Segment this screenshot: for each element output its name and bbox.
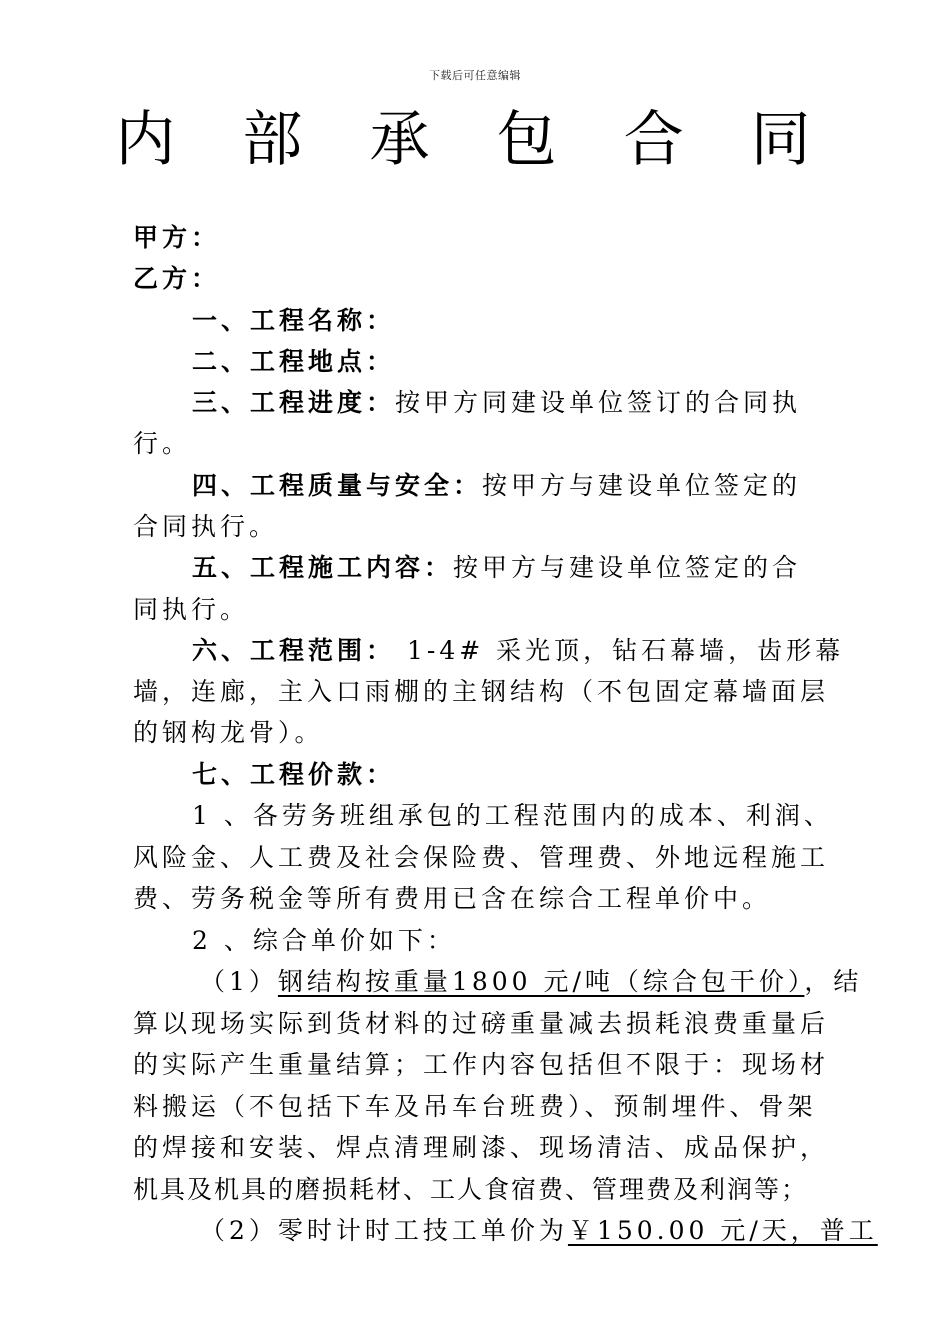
price-para-1: 1 、各劳务班组承包的工程范围内的成本、利润、	[192, 801, 833, 830]
schedule-label: 三、工程进度：	[192, 388, 396, 417]
scope-text: 1-4# 采光顶，钻石幕墙，齿形幕	[395, 636, 845, 665]
schedule-text-cont: 行。	[133, 429, 192, 458]
quality-clause	[192, 469, 853, 503]
schedule-clause	[192, 386, 853, 420]
content-text-cont: 同执行。	[133, 595, 250, 624]
project-location-label: 二、工程地点：	[192, 347, 396, 376]
scope-clause	[192, 634, 853, 668]
unit-price-steel-prefix: （1）	[200, 967, 278, 996]
unit-price-steel-suffix: ，结	[804, 967, 863, 996]
schedule-text: 按甲方同建设单位签订的合同执	[395, 388, 802, 417]
unit-price-steel-cont-2: 的实际产生重量结算；工作内容包括但不限于：现场材	[133, 1050, 830, 1079]
quality-text-cont: 合同执行。	[133, 512, 279, 541]
price-para-1-cont-2: 费、劳务税金等所有费用已含在综合工程单价中。	[133, 884, 772, 913]
price-label: 七、工程价款：	[192, 760, 396, 789]
price-para-1-cont-1: 风险金、人工费及社会保险费、管理费、外地远程施工	[133, 843, 830, 872]
scope-label: 六、工程范围：	[192, 636, 396, 665]
unit-price-steel-cont-4: 的焊接和安装、焊点清理刷漆、现场清洁、成品保护，	[133, 1133, 830, 1162]
document-title: 内 部 承 包 合 同	[115, 105, 835, 175]
unit-price-hourly-prefix: （2）零时计时工技工单价为	[200, 1216, 568, 1245]
unit-price-steel-value: 钢结构按重量1800 元/吨（综合包干价）	[277, 967, 805, 996]
scope-text-cont-1: 墙，连廊，主入口雨棚的主钢结构（不包固定幕墙面层	[133, 677, 830, 706]
content-label: 五、工程施工内容：	[192, 553, 454, 582]
header-note: 下载后可任意编辑	[429, 69, 521, 82]
unit-price-steel	[200, 965, 863, 999]
project-name-label: 一、工程名称：	[192, 306, 396, 335]
party-a-label: 甲方：	[133, 223, 221, 252]
content-text: 按甲方与建设单位签定的合	[453, 553, 802, 582]
price-para-2: 2 、综合单价如下：	[192, 926, 456, 955]
unit-price-steel-cont-1: 算以现场实际到货材料的过磅重量减去损耗浪费重量后	[133, 1009, 830, 1038]
content-clause	[192, 551, 853, 585]
unit-price-steel-cont-3: 料搬运（不包括下车及吊车台班费）、预制埋件、骨架	[133, 1092, 817, 1121]
quality-text: 按甲方与建设单位签定的	[482, 471, 802, 500]
scope-text-cont-2: 的钢构龙骨）。	[133, 718, 324, 747]
unit-price-hourly	[200, 1214, 878, 1248]
party-b-label: 乙方：	[133, 264, 221, 293]
unit-price-steel-cont-5: 机具及机具的磨损耗材、工人食宿费、管理费及利润等；	[133, 1175, 809, 1204]
unit-price-hourly-value: ￥150.00 元/天，普工	[567, 1216, 878, 1245]
quality-label: 四、工程质量与安全：	[192, 471, 483, 500]
